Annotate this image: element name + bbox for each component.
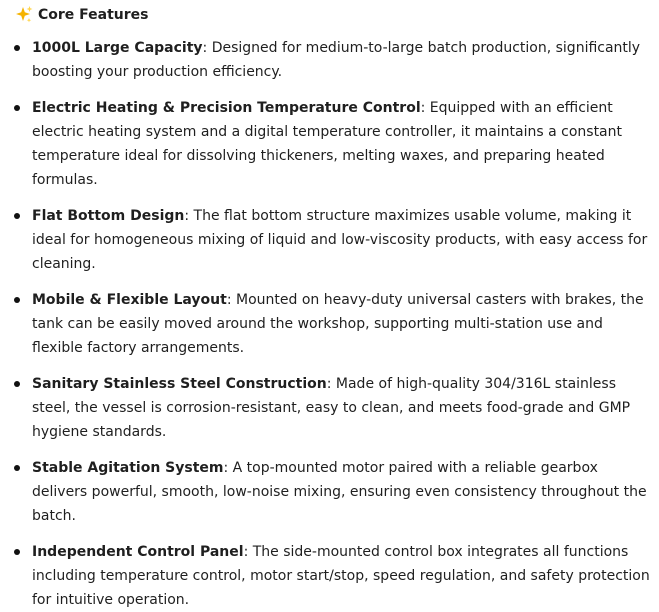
feature-name: Electric Heating & Precision Temperature Control bbox=[32, 100, 421, 116]
feature-list bbox=[14, 36, 653, 612]
feature-description: : Designed for medium-to-large batch production, significantly boosting your production efficiency. bbox=[32, 40, 641, 80]
feature-item-heating bbox=[14, 96, 653, 192]
feature-description: : Mounted on heavy-duty universal casters with brakes, the tank can be easily moved around the workshop, supporting multi-station use and flexible factory arrangements. bbox=[32, 292, 644, 356]
bullet-icon bbox=[14, 45, 20, 51]
feature-name: 1000L Large Capacity bbox=[32, 40, 203, 56]
feature-item-flat-bottom bbox=[14, 204, 653, 276]
bullet-icon bbox=[14, 549, 20, 555]
section-title: Core Features bbox=[38, 7, 149, 23]
feature-item-stainless bbox=[14, 372, 653, 444]
bullet-icon bbox=[14, 105, 20, 111]
feature-item-capacity bbox=[14, 36, 653, 84]
feature-description: : The side-mounted control box integrates all functions including temperature control, motor start/stop, speed regulation, and safety protection for intuitive operation. bbox=[32, 544, 650, 608]
section-heading bbox=[14, 4, 653, 26]
feature-name: Independent Control Panel bbox=[32, 544, 244, 560]
feature-description: : Made of high-quality 304/316L stainless steel, the vessel is corrosion-resistant, easy to clean, and meets food-grade and GMP hygiene standards. bbox=[32, 376, 631, 440]
feature-description: : The flat bottom structure maximizes usable volume, making it ideal for homogeneous mixing of liquid and low-viscosity products, with easy access for cleaning. bbox=[32, 208, 648, 272]
feature-item-mobile bbox=[14, 288, 653, 360]
feature-description: : Equipped with an efficient electric heating system and a digital temperature controller, it maintains a constant temperature ideal for dissolving thickeners, melting waxes, and preparing heated formulas. bbox=[32, 100, 623, 188]
feature-item-control-panel bbox=[14, 540, 653, 612]
bullet-icon bbox=[14, 213, 20, 219]
sparkles-icon bbox=[14, 5, 34, 25]
bullet-icon bbox=[14, 297, 20, 303]
bullet-icon bbox=[14, 381, 20, 387]
bullet-icon bbox=[14, 465, 20, 471]
feature-description: : A top-mounted motor paired with a reliable gearbox delivers powerful, smooth, low-noise mixing, ensuring even consistency throughout the batch. bbox=[32, 460, 647, 524]
feature-name: Stable Agitation System bbox=[32, 460, 224, 476]
feature-name: Sanitary Stainless Steel Construction bbox=[32, 376, 327, 392]
feature-item-agitation bbox=[14, 456, 653, 528]
feature-name: Flat Bottom Design bbox=[32, 208, 185, 224]
feature-name: Mobile & Flexible Layout bbox=[32, 292, 227, 308]
